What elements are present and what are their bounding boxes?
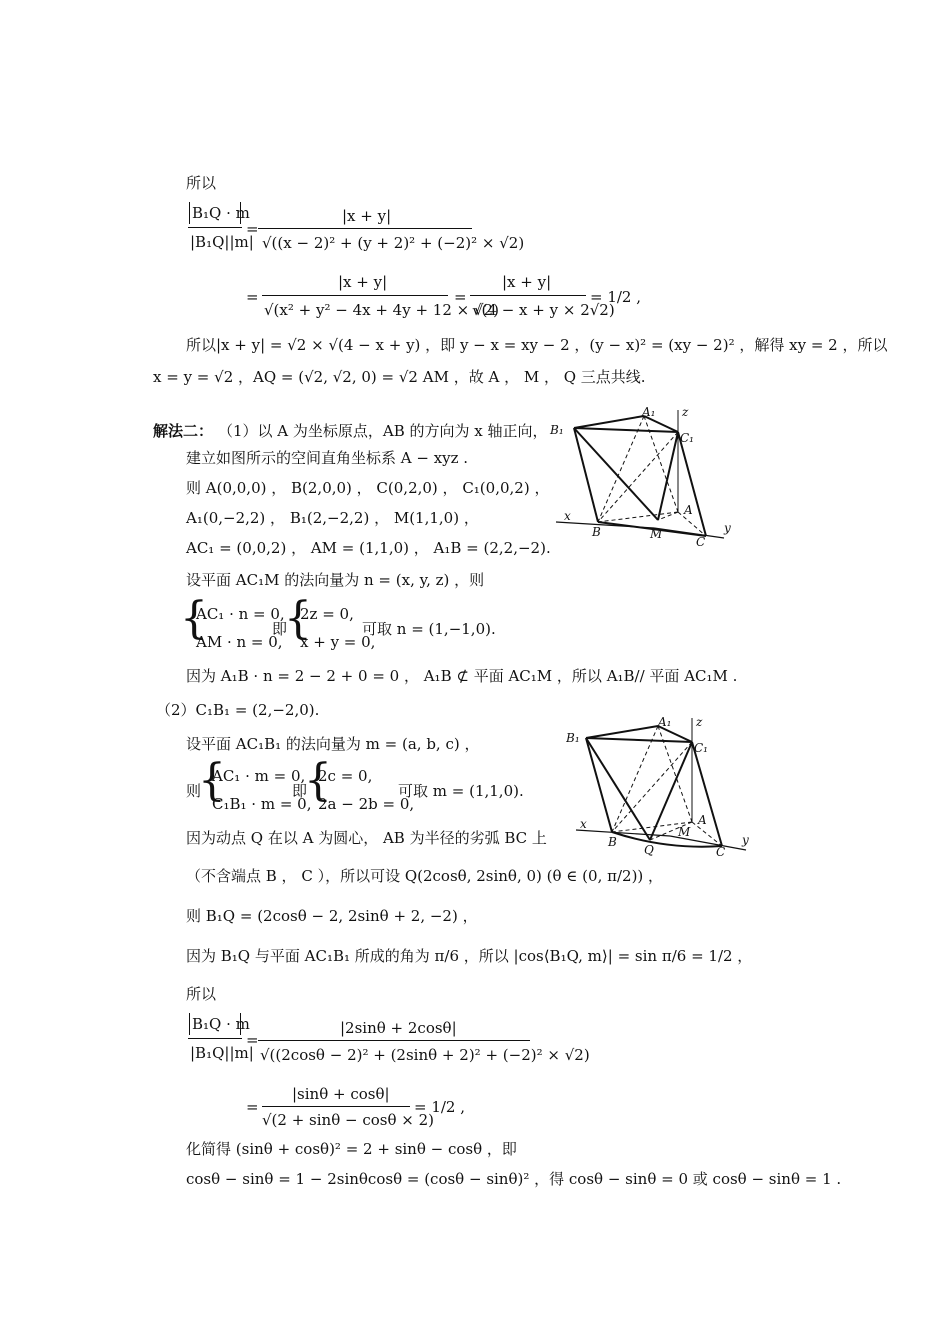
abs-bar xyxy=(240,1013,241,1035)
abs-bar xyxy=(240,202,241,224)
frac4-numerator: |2sinθ + 2cosθ| xyxy=(340,1019,457,1037)
text-line: 设平面 AC₁M 的法向量为 n = (x, y, z) ，则 xyxy=(186,571,485,589)
lhs-denominator: |B₁Q||m| xyxy=(190,1044,254,1062)
label-A: A xyxy=(698,813,707,827)
system-row: 2z = 0, xyxy=(300,605,354,623)
label-M: M xyxy=(650,527,663,541)
text-line: （不含端点 B ， C ），所以可设 Q(2cosθ, 2sinθ, 0) (θ ∈ (0, π/2)) ， xyxy=(186,867,664,885)
label-C1: C₁ xyxy=(694,741,708,755)
fraction-line xyxy=(188,1038,242,1039)
frac2-numerator: |x + y| xyxy=(338,273,388,291)
fraction-line xyxy=(258,228,472,229)
frac5-numerator: |sinθ + cosθ| xyxy=(292,1085,390,1103)
prism-figure-2 xyxy=(566,712,756,862)
label-B1: B₁ xyxy=(550,423,564,437)
label-M: M xyxy=(678,825,691,839)
label-Q: Q xyxy=(644,843,654,857)
equals-sign: = xyxy=(454,288,467,306)
text-line: 建立如图所示的空间直角坐标系 A − xyz . xyxy=(186,449,469,467)
label-y: y xyxy=(742,833,749,847)
text-line: （1）以 A 为坐标原点，AB 的方向为 x 轴正向， xyxy=(218,422,548,440)
text-line: 则 B₁Q = (2cosθ − 2, 2sinθ + 2, −2) ， xyxy=(186,907,478,925)
fraction-line xyxy=(258,1040,530,1041)
text-line: （2）C₁B₁ = (2,−2,0). xyxy=(156,701,320,719)
equals-sign: = xyxy=(246,1098,259,1116)
label-C: C xyxy=(716,845,726,859)
abs-bar xyxy=(189,202,190,224)
brace: { xyxy=(284,593,312,644)
label-y: y xyxy=(724,521,731,535)
label-A1: A₁ xyxy=(642,405,656,419)
text-line: 可取 n = (1,−1,0). xyxy=(362,620,496,638)
label-C1: C₁ xyxy=(680,431,694,445)
system-row: 2a − 2b = 0, xyxy=(318,795,415,813)
label-B: B xyxy=(592,525,601,539)
lhs-numerator: B₁Q · m xyxy=(192,204,250,222)
text-line: 设平面 AC₁B₁ 的法向量为 m = (a, b, c) ， xyxy=(186,735,480,753)
text-ji: 即 xyxy=(272,620,288,638)
label-x: x xyxy=(580,817,587,831)
fraction-line xyxy=(188,227,242,228)
fraction-line xyxy=(262,1106,410,1107)
prism-figure-1 xyxy=(546,404,736,552)
fraction-line xyxy=(470,295,586,296)
lhs-denominator: |B₁Q||m| xyxy=(190,233,254,251)
text-line: 所以|x + y| = √2 × √(4 − x + y) ，即 y − x = xy − 2 ，(y − x)² = (xy − 2)² ，解得 xy = 2 ，所以 xyxy=(186,336,888,354)
frac5-denominator: √(2 + sinθ − cosθ × 2) xyxy=(262,1111,435,1129)
text-line: x = y = √2 ，AQ = (√2, √2, 0) = √2 AM ，故 A ， M ， Q 三点共线. xyxy=(153,368,646,386)
frac3-denominator: √(4 − x + y × 2√2) xyxy=(472,301,615,319)
text-line: cosθ − sinθ = 1 − 2sinθcosθ = (cosθ − sinθ)² ，得 cosθ − sinθ = 0 或 cosθ − sinθ = 1 . xyxy=(186,1170,842,1188)
system-row: x + y = 0, xyxy=(300,633,376,651)
equals-sign: = xyxy=(246,220,259,238)
text-suoyi: 所以 xyxy=(186,985,217,1003)
text-line: 因为 B₁Q 与平面 AC₁B₁ 所成的角为 π/6 ，所以 |cos⟨B₁Q, m⟩| = sin π/6 = 1/2 ， xyxy=(186,947,753,965)
brace: { xyxy=(198,755,226,806)
method-title: 解法二： xyxy=(153,422,214,440)
brace: { xyxy=(304,755,332,806)
text-line: 则 A(0,0,0) ， B(2,0,0) ， C(0,2,0) ， C₁(0,0,2) ， xyxy=(186,479,550,497)
label-A1: A₁ xyxy=(658,715,672,729)
system-row: AC₁ · n = 0, xyxy=(196,605,285,623)
half-result: = 1/2 , xyxy=(414,1098,466,1116)
label-C: C xyxy=(696,535,706,549)
text-ji: 即 xyxy=(292,782,308,800)
frac4-denominator: √((2cosθ − 2)² + (2sinθ + 2)² + (−2)² × √2) xyxy=(260,1046,590,1064)
text-line: AC₁ = (0,0,2) ， AM = (1,1,0) ， A₁B = (2,2,−2). xyxy=(186,539,551,557)
system-row: AC₁ · m = 0, xyxy=(212,767,306,785)
equals-sign: = xyxy=(246,288,259,306)
brace: { xyxy=(180,593,208,644)
text-line: A₁(0,−2,2) ， B₁(2,−2,2) ， M(1,1,0) ， xyxy=(186,509,479,527)
label-z: z xyxy=(696,715,703,729)
label-z: z xyxy=(682,405,689,419)
frac2-denominator: √(x² + y² − 4x + 4y + 12 × √2) xyxy=(264,301,499,319)
frac3-numerator: |x + y| xyxy=(502,273,552,291)
label-B1: B₁ xyxy=(566,731,580,745)
system-row: C₁B₁ · m = 0, xyxy=(212,795,312,813)
text-line: 因为动点 Q 在以 A 为圆心， AB 为半径的劣弧 BC 上 xyxy=(186,829,547,847)
label-A: A xyxy=(684,503,693,517)
system-row: 2c = 0, xyxy=(318,767,373,785)
text-line: 化简得 (sinθ + cosθ)² = 2 + sinθ − cosθ ，即 xyxy=(186,1140,517,1158)
equals-sign: = xyxy=(246,1031,259,1049)
text-suoyi: 所以 xyxy=(186,174,217,192)
frac1-denominator: √((x − 2)² + (y + 2)² + (−2)² × √2) xyxy=(262,234,525,252)
system-row: AM · n = 0, xyxy=(196,633,283,651)
lhs-numerator: B₁Q · m xyxy=(192,1015,250,1033)
text-line: 因为 A₁B · n = 2 − 2 + 0 = 0 ， A₁B ⊄ 平面 AC₁M ，所以 A₁B// 平面 AC₁M . xyxy=(186,667,738,685)
fraction-line xyxy=(262,295,448,296)
text-ze: 则 xyxy=(186,782,202,800)
text-line: 可取 m = (1,1,0). xyxy=(398,782,524,800)
frac1-numerator: |x + y| xyxy=(342,207,392,225)
label-x: x xyxy=(564,509,571,523)
abs-bar xyxy=(189,1013,190,1035)
label-B: B xyxy=(608,835,617,849)
half-result: = 1/2 , xyxy=(590,288,642,306)
